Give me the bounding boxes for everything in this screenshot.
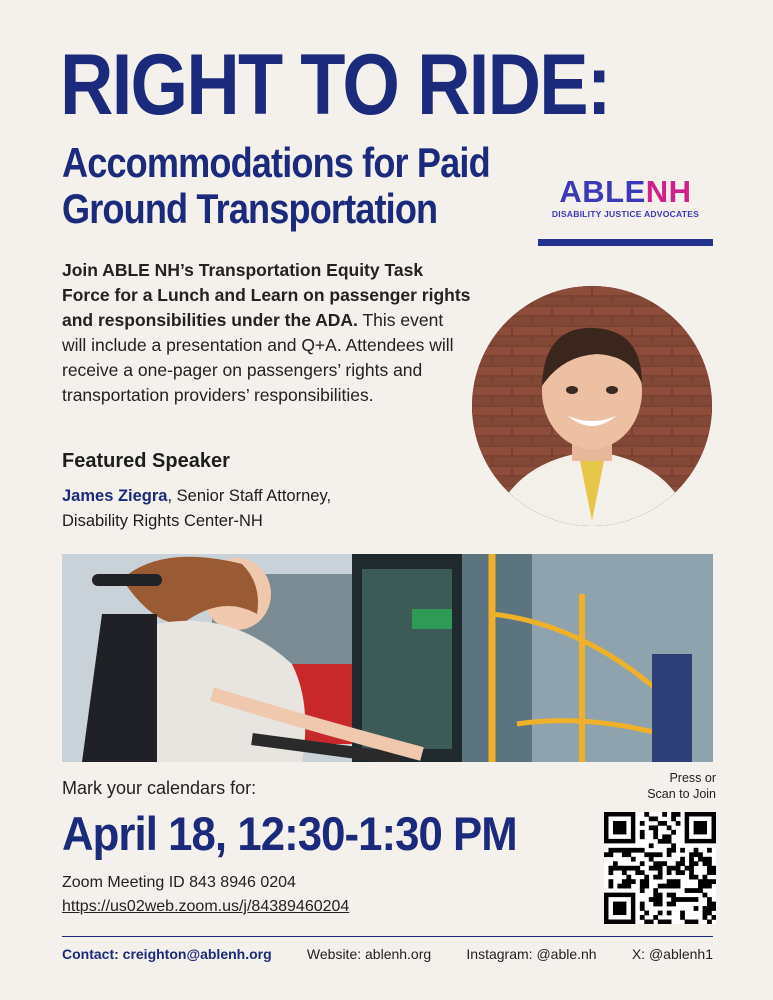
wheelchair-bus-photo (62, 554, 713, 762)
intro-regular: This event will include a presentation and Q+A. Attendees will receive a one-pager on passengers’ rights and transportation providers’ responsibilities. (62, 310, 454, 405)
logo-underline (538, 239, 713, 246)
qr-caption-line2: Scan to Join (647, 787, 716, 801)
speaker-credit (62, 484, 331, 508)
website-link[interactable]: Website: ablenh.org (306, 946, 432, 962)
page-subtitle: Accommodations for Paid Ground Transportation (62, 139, 490, 232)
zoom-link[interactable]: https://us02web.zoom.us/j/84389460204 (62, 898, 350, 915)
intro-bold: Join ABLE NH’s Transportation Equity Task Force for a Lunch and Learn on passenger rights and responsibilities under the ADA. (62, 260, 471, 330)
featured-speaker-heading: Featured Speaker (62, 450, 230, 472)
logo-wordmark (538, 176, 713, 208)
ablenh-logo[interactable] (538, 176, 713, 219)
mark-calendars-label: Mark your calendars for: (62, 778, 257, 798)
qr-caption-line1: Press or (669, 771, 716, 785)
instagram-handle[interactable]: Instagram: @able.nh (466, 946, 597, 962)
speaker-organization: Disability Rights Center-NH (62, 512, 263, 530)
qr-caption (600, 770, 716, 802)
qr-code[interactable] (604, 812, 716, 924)
logo-word-nh: NH (645, 174, 692, 209)
event-date-time: April 18, 12:30-1:30 PM (62, 807, 517, 860)
speaker-title: , Senior Staff Attorney, (167, 487, 332, 505)
page-title: RIGHT TO RIDE: (60, 37, 610, 133)
logo-word-able: ABLE (559, 174, 646, 209)
speaker-photo (472, 286, 712, 526)
x-handle[interactable]: X: @ablenh1 (631, 946, 713, 962)
zoom-meeting-id: Zoom Meeting ID 843 8946 0204 (62, 874, 296, 891)
logo-tagline: DISABILITY JUSTICE ADVOCATES (551, 209, 700, 219)
contact-email[interactable]: Contact: creighton@ablenh.org (62, 946, 272, 962)
footer-divider (62, 936, 713, 937)
speaker-name: James Ziegra (62, 487, 168, 505)
footer (62, 946, 713, 962)
intro-paragraph (62, 258, 472, 408)
